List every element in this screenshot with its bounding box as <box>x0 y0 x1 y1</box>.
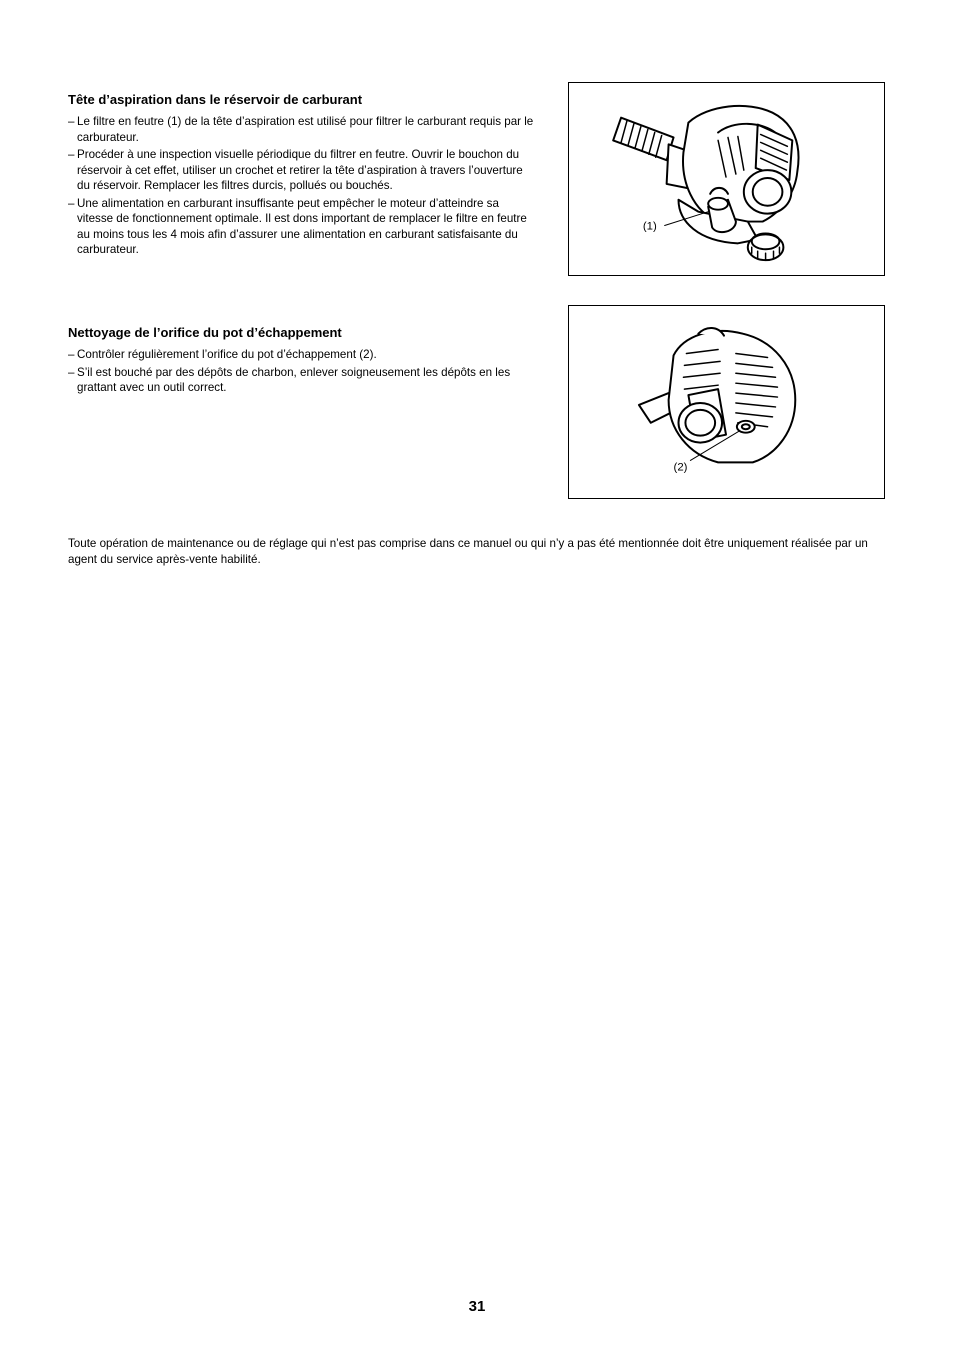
instruction-list <box>68 347 538 396</box>
maintenance-note: Toute opération de maintenance ou de réglage qui n’est pas comprise dans ce manuel ou qui n’y a pas été mentionnée doit être uniquement réalisée par un agent du service après-vente habilité. <box>68 536 868 566</box>
figure-fuel-tank-filter <box>568 82 885 276</box>
dash-bullet: – <box>68 148 75 161</box>
engine-exhaust-illustration <box>569 306 884 498</box>
dash-bullet: – <box>68 196 75 210</box>
list-item: – Le filtre en feutre (1) de la tête d’aspiration est utilisé pour filtrer le carburant requis par le carburateur. <box>68 115 534 144</box>
section-title: Tête d’aspiration dans le réservoir de carburant <box>68 92 363 107</box>
list-item: – Procéder à une inspection visuelle périodique du filtrer en feutre. Ouvrir le bouchon du réservoir à cet effet, utiliser un crochet et retirer la tête d’aspiration à travers l’ouverture du réservoir. Remplacer les filtres durcis, pollués ou bouchés. <box>68 148 523 192</box>
engine-fuel-filter-illustration <box>569 83 884 275</box>
page-number: 31 <box>468 1298 486 1315</box>
figure-exhaust-outlet <box>568 305 885 499</box>
list-item: – Contrôler régulièrement l’orifice du pot d’échappement (2). <box>68 348 377 361</box>
instruction-list <box>68 114 538 258</box>
dash-bullet: – <box>68 115 75 128</box>
list-item: – Une alimentation en carburant insuffisante peut empêcher le moteur d’atteindre sa vitesse de fonctionnement optimale. Il est dons important de remplacer le filtre en feutre au moins tous les 4 mois afin d’assurer une alimentation en carburant satisfaisante du carburateur. <box>68 196 527 256</box>
dash-bullet: – <box>68 348 75 361</box>
callout-label-1: (1) <box>642 220 657 233</box>
dash-bullet: – <box>68 365 75 379</box>
section-title: Nettoyage de l’orifice du pot d’échappement <box>68 325 342 340</box>
section-exhaust-cleaning <box>68 325 538 398</box>
callout-label-2: (2) <box>673 461 688 474</box>
list-item: – S’il est bouché par des dépôts de charbon, enlever soigneusement les dépôts en les grattant avec un outil correct. <box>68 365 511 394</box>
section-fuel-suction-head <box>68 92 538 260</box>
